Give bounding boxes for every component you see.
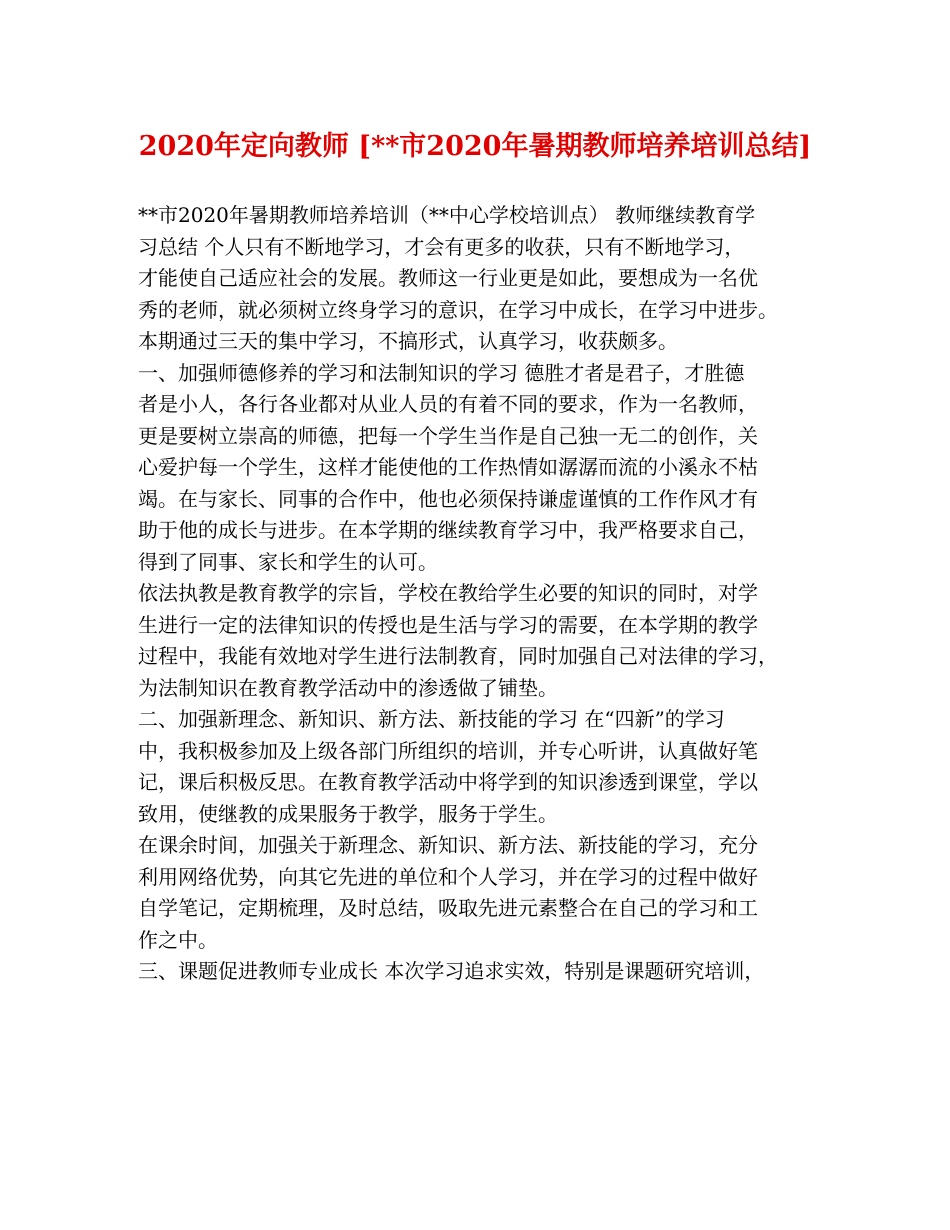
- body-line: 竭。在与家长、同事的合作中，他也必须保持谦虚谨慎的工作作风才有: [138, 486, 758, 511]
- document-title: 2020年定向教师 [**市2020年暑期教师培养培训总结]: [138, 131, 812, 162]
- body-line: 生进行一定的法律知识的传授也是生活与学习的需要，在本学期的教学: [138, 612, 758, 637]
- body-line: 习总结 个人只有不断地学习，才会有更多的收获，只有不断地学习，: [138, 234, 745, 259]
- body-line: 心爱护每一个学生，这样才能使他的工作热情如潺潺而流的小溪永不枯: [138, 455, 758, 479]
- body-line: 助于他的成长与进步。在本学期的继续教育学习中，我严格要求自己，: [138, 518, 758, 542]
- body-line: 利用网络优势，向其它先进的单位和个人学习，并在学习的过程中做好: [138, 864, 758, 889]
- body-line: 得到了同事、家长和学生的认可。: [138, 549, 438, 574]
- body-line: 才能使自己适应社会的发展。教师这一行业更是如此，要想成为一名优: [138, 266, 758, 290]
- body-line: 本期通过三天的集中学习，不搞形式，认真学习，收获颇多。: [138, 329, 678, 353]
- document-body: [138, 200, 818, 988]
- body-line: 者是小人，各行各业都对从业人员的有着不同的要求，作为一名教师，: [138, 392, 758, 416]
- body-line: 中，我积极参加及上级各部门所组织的培训，并专心听讲，认真做好笔: [138, 738, 758, 763]
- body-line: 秀的老师，就必须树立终身学习的意识，在学习中成长，在学习中进步。: [138, 297, 778, 322]
- body-line: 三、课题促进教师专业成长 本次学习追求实效，特别是课题研究培训，: [138, 959, 765, 983]
- body-line: 记，课后积极反思。在教育教学活动中将学到的知识渗透到课堂，学以: [138, 770, 758, 794]
- body-line: 自学笔记，定期梳理，及时总结，吸取先进元素整合在自己的学习和工: [138, 896, 758, 920]
- body-line: 依法执教是教育教学的宗旨，学校在教给学生必要的知识的同时，对学: [138, 581, 758, 605]
- body-line: 二、加强新理念、新知识、新方法、新技能的学习 在“四新”的学习: [138, 707, 725, 731]
- body-line: **市2020年暑期教师培养培训（**中心学校培训点） 教师继续教育学: [138, 203, 756, 227]
- body-line: 致用，使继教的成果服务于教学，服务于学生。: [138, 801, 558, 826]
- body-line: 过程中，我能有效地对学生进行法制教育，同时加强自己对法律的学习，: [138, 644, 778, 668]
- body-line: 为法制知识在教育教学活动中的渗透做了铺垫。: [138, 675, 558, 700]
- body-line: 在课余时间，加强关于新理念、新知识、新方法、新技能的学习，充分: [138, 833, 758, 857]
- body-line: 更是要树立崇高的师德，把每一个学生当作是自己独一无二的创作，关: [138, 423, 758, 448]
- body-line: 一、加强师德修养的学习和法制知识的学习 德胜才者是君子，才胜德: [138, 360, 745, 385]
- body-line: 作之中。: [138, 927, 218, 952]
